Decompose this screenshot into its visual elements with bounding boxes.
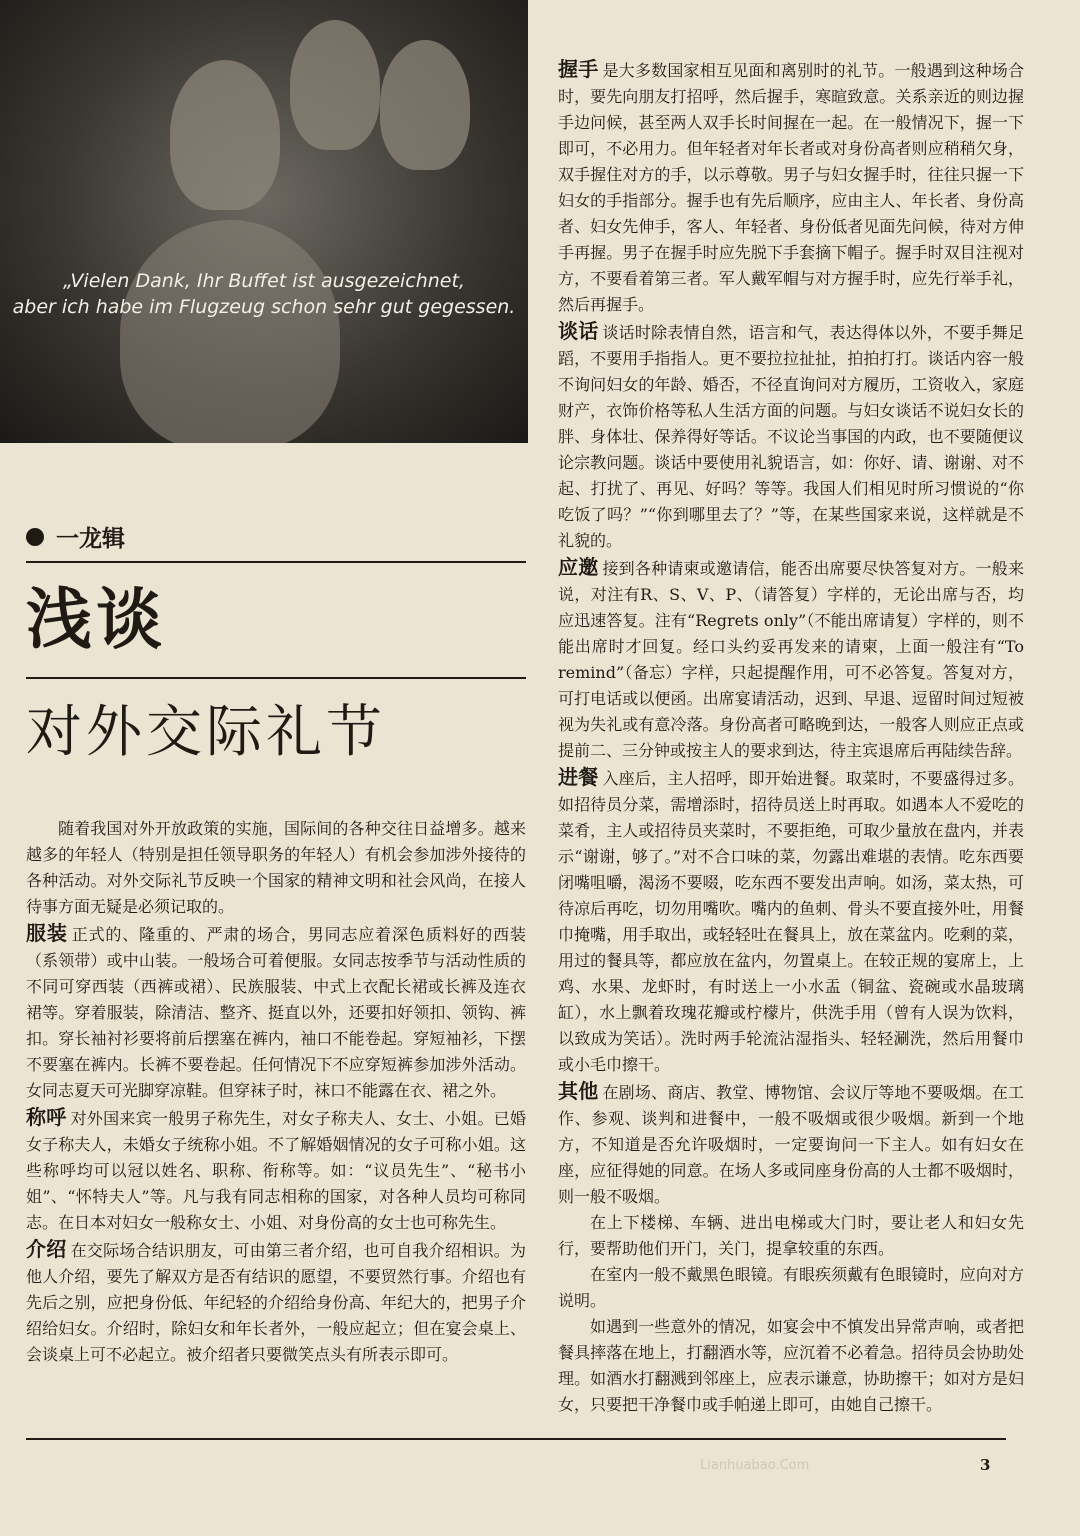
section-introduction — [26, 1236, 526, 1368]
section-text: 入座后，主人招呼，即开始进餐。取菜时，不要盛得过多。如招待员分菜，需增添时，招待员送上时再取。如遇本人不爱吃的菜肴，主人或招待员夹菜时，不要拒绝，可取少量放在盘内，并表示“谢谢，够了。”对不合口味的菜，勿露出难堪的表情。吃东西要闭嘴咀嚼，渴汤不要啜，吃东西不要发出声响。如汤，菜太热，可待凉后再吃，切勿用嘴吹。嘴内的鱼刺、骨头不要直接外吐，用餐巾掩嘴，用手取出，或轻轻吐在餐具上，放在菜盆内。吃剩的菜，用过的餐具等，都应放在盆内，勿置桌上。在较正规的宴席上，上鸡、水果、龙虾时，有时送上一小水盂（铜盆、瓷碗或水晶玻璃缸），水上飘着玫瑰花瓣或柠檬片，供洗手用（曾有人误为饮料，以致成为笑话）。洗时两手轮流沾湿指头、轻轻涮洗，然后用餐巾或小毛巾擦干。 — [558, 769, 1024, 1074]
page-title-line-1: 浅谈 — [26, 581, 166, 658]
divider — [26, 677, 526, 679]
page-title-line-2: 对外交际礼节 — [26, 700, 386, 765]
photo-caption-line-2: aber ich habe im Flugzeug schon sehr gut gegessen. — [12, 296, 516, 318]
intro-paragraph: 随着我国对外开放政策的实施，国际间的各种交往日益增多。越来越多的年轻人（特别是担任领导职务的年轻人）有机会参加涉外接待的各种活动。对外交际礼节反映一个国家的精神文明和社会风尚，在接人待事方面无疑是必须记取的。 — [26, 819, 526, 916]
page-number: 3 — [980, 1456, 991, 1474]
article-column-left — [26, 816, 526, 1368]
section-address — [26, 1104, 526, 1236]
section-handshake — [558, 56, 1024, 318]
section-text: 是大多数国家相互见面和离别时的礼节。一般遇到这种场合时，要先向朋友打招呼，然后握手，寒暄致意。关系亲近的则边握手边问候，甚至两人双手长时间握在一起。在一般情况下，握一下即可，不必用力。但年轻者对年长者或对身份高者则应稍稍欠身，双手握住对方的手，以示尊敬。男子与妇女握手时，往往只握一下妇女的手指部分。握手也有先后顺序，应由主人、年长者、身份高者、妇女先伸手，客人、年轻者、身份低者见面先问候，待对方伸手再握。男子在握手时应先脱下手套摘下帽子。握手时双目注视对方，不要看着第三者。军人戴军帽与对方握手时，应先行举手礼，然后再握手。 — [558, 61, 1024, 314]
section-text: 正式的、隆重的、严肃的场合，男同志应着深色质料好的西装（系领带）或中山装。一般场合可着便服。女同志按季节与活动性质的不同可穿西装（西裤或裙）、民族服装、中式上衣配长裙或长裤及连衣裙等。穿着服装，除清洁、整齐、挺直以外，还要扣好领扣、领钩、裤扣。穿长袖衬衫要将前后摆塞在裤内，袖口不能卷起。穿短袖衫，下摆不要塞在裤内。长裤不要卷起。任何情况下不应穿短裤参加涉外活动。女同志夏天可光脚穿凉鞋。但穿袜子时，袜口不能露在衣、裙之外。 — [26, 925, 526, 1100]
photo-caption-line-1: „Vielen Dank, Ihr Buffet ist ausgezeichnet, — [63, 270, 465, 292]
section-heading: 应邀 — [558, 555, 599, 579]
section-heading: 介绍 — [26, 1237, 67, 1261]
section-dining — [558, 764, 1024, 1078]
divider — [26, 561, 526, 563]
section-text: 对外国来宾一般男子称先生，对女子称夫人、女士、小姐。已婚女子称夫人，未婚女子统称小姐。不了解婚姻情况的女子可称小姐。这些称呼均可以冠以姓名、职称、衔称等。如：“议员先生”、“秘书小姐”、“怀特夫人”等。凡与我有同志相称的国家，对各种人员均可称同志。在日本对妇女一般称女士、小姐、对身份高的女士也可称先生。 — [26, 1109, 526, 1232]
closing-paragraph: 在上下楼梯、车辆、进出电梯或大门时，要让老人和妇女先行，要帮助他们开门，关门，提拿较重的东西。 — [558, 1213, 1024, 1258]
title-block — [26, 520, 526, 765]
section-dress — [26, 920, 526, 1104]
closing-paragraph: 在室内一般不戴黑色眼镜。有眼疾须戴有色眼镜时，应向对方说明。 — [558, 1265, 1024, 1310]
section-heading: 进餐 — [558, 765, 599, 789]
article-column-right — [558, 56, 1024, 1418]
section-heading: 服装 — [26, 921, 68, 945]
section-talk — [558, 318, 1024, 554]
section-heading: 握手 — [558, 57, 599, 81]
section-text: 接到各种请柬或邀请信，能否出席要尽快答复对方。一般来说，对注有R、S、V、P、（请答复）字样的，无论出席与否，均应迅速答复。注有“Regrets only”（不能出席请复）字样的，则不能出席时才回复。经口头约妥再发来的请柬，上面一般注有“To remind”（备忘）字样，只起提醒作用，可不必答复。答复对方，可打电话或以便函。出席宴请活动，迟到、早退、逗留时间过短被视为失礼或有意冷落。身份高者可略晚到达，一般客人则应正点或提前二、三分钟或按主人的要求到达，待主宾退席后再陆续告辞。 — [558, 559, 1024, 760]
section-other — [558, 1078, 1024, 1210]
section-heading: 称呼 — [26, 1105, 67, 1129]
watermark: Lianhuabao.Com — [700, 1458, 810, 1473]
footer-divider — [26, 1438, 1006, 1440]
section-invite — [558, 554, 1024, 764]
section-heading: 其他 — [558, 1079, 599, 1103]
section-text: 在交际场合结识朋友，可由第三者介绍，也可自我介绍相识。为他人介绍，要先了解双方是否有结识的愿望，不要贸然行事。介绍也有先后之别，应把身份低、年纪轻的介绍给身份高、年纪大的，把男子介绍给妇女。介绍时，除妇女和年长者外，一般应起立；但在宴会桌上、会谈桌上可不必起立。被介绍者只要微笑点头有所表示即可。 — [26, 1241, 526, 1364]
byline-text: 一龙辑 — [56, 526, 125, 552]
section-text: 谈话时除表情自然，语言和气，表达得体以外，不要手舞足蹈，不要用手指指人。更不要拉拉扯扯，拍拍打打。谈话内容一般不询问妇女的年龄、婚否，不径直询问对方履历，工资收入，家庭财产，衣饰价格等私人生活方面的问题。与妇女谈话不说妇女长的胖、身体壮、保养得好等话。不议论当事国的内政，也不要随便议论宗教问题。谈话中要使用礼貌语言，如：你好、请、谢谢、对不起、打扰了、再见、好吗？等等。我国人们相见时所习惯说的“你吃饭了吗？”“你到哪里去了？”等，在某些国家来说，这样就是不礼貌的。 — [558, 323, 1024, 550]
bullet-icon — [26, 528, 44, 546]
section-text: 在剧场、商店、教堂、博物馆、会议厅等地不要吸烟。在工作、参观、谈判和进餐中，一般不吸烟或很少吸烟。新到一个地方，不知道是否允许吸烟时，一定要询问一下主人。如有妇女在座，应征得她的同意。在场人多或同座身份高的人士都不吸烟时，则一般不吸烟。 — [558, 1083, 1024, 1206]
section-heading: 谈话 — [558, 319, 599, 343]
party-photo — [0, 0, 528, 443]
byline — [26, 520, 526, 553]
closing-paragraph: 如遇到一些意外的情况，如宴会中不慎发出异常声响，或者把餐具摔落在地上，打翻酒水等，应沉着不必着急。招待员会协助处理。如酒水打翻溅到邻座上，应表示谦意，协助擦干；如对方是妇女，只要把干净餐巾或手帕递上即可，由她自己擦干。 — [558, 1317, 1024, 1414]
